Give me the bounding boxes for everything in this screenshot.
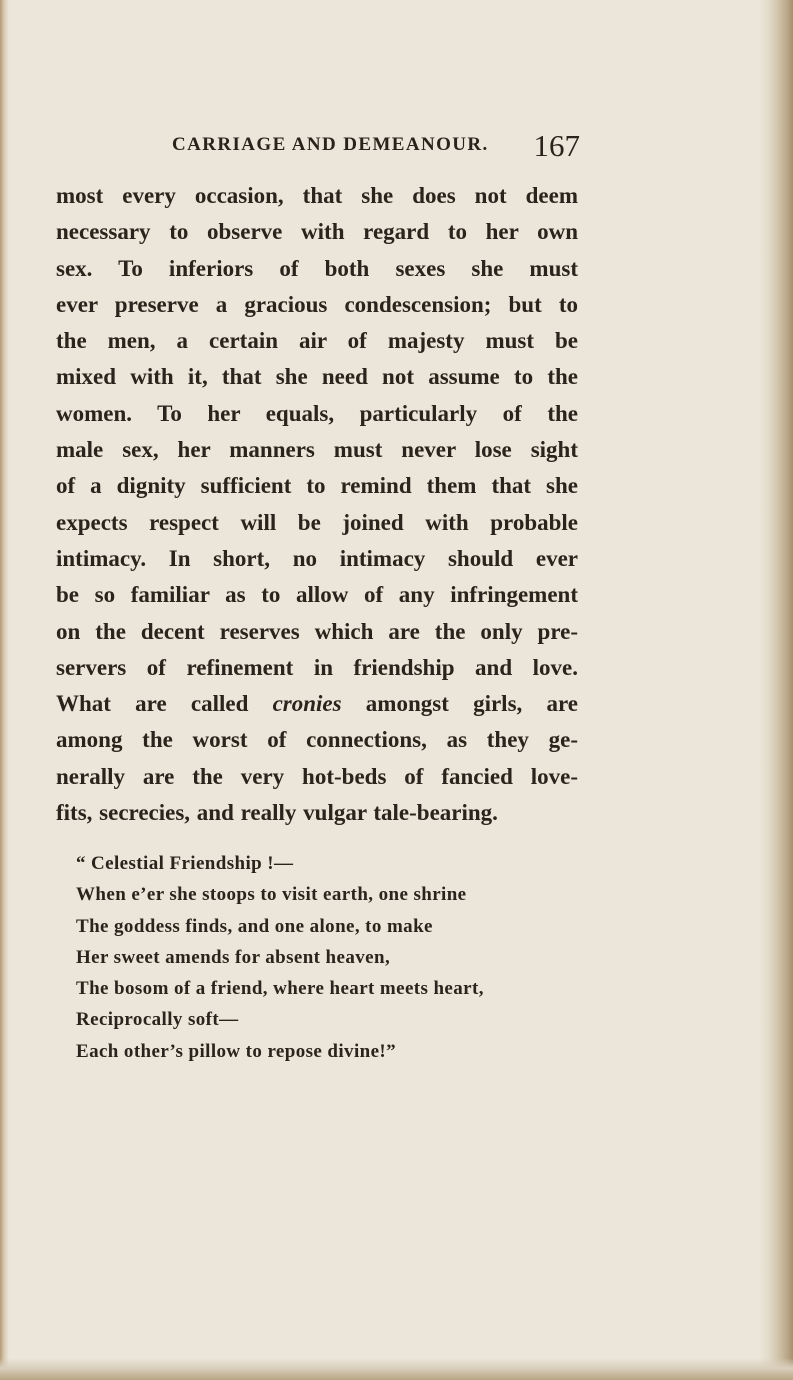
verse-line: The goddess finds, and one alone, to make	[76, 915, 433, 937]
page-number: 167	[533, 128, 580, 163]
text-line: the men, a certain air of majesty must be	[56, 328, 578, 354]
text-line: women. To her equals, particularly of the	[56, 400, 578, 426]
page-bottom-edge	[0, 1358, 793, 1380]
text-line: necessary to observe with regard to her own	[56, 219, 578, 245]
text-line: intimacy. In short, no intimacy should ever	[56, 545, 578, 571]
verse-line: The bosom of a friend, where heart meets heart,	[76, 978, 484, 1000]
text-line: among the worst of connections, as they ge-	[56, 727, 578, 753]
verse-line: When e’er she stoops to visit earth, one shrine	[76, 884, 467, 906]
text-line: fits, secrecies, and really vulgar tale-bearing.	[56, 800, 498, 826]
page-fore-edge	[759, 0, 793, 1380]
body-paragraph	[56, 178, 578, 831]
text-line: servers of refinement in friendship and love.	[56, 654, 578, 680]
text-line: most every occasion, that she does not deem	[56, 183, 578, 208]
text-segment: amongst girls, are	[341, 691, 578, 717]
text-line: male sex, her manners must never lose sight	[56, 437, 578, 463]
text-line: ever preserve a gracious condescension; but to	[56, 291, 578, 317]
verse-line: “ Celestial Friendship !—	[76, 853, 294, 874]
text-line: expects respect will be joined with probable	[56, 509, 578, 535]
text-segment: What are called	[56, 691, 273, 717]
text-line: mixed with it, that she need not assume to the	[56, 364, 578, 390]
text-line: be so familiar as to allow of any infringement	[56, 582, 578, 608]
italic-word-cronies: cronies	[272, 691, 342, 717]
running-head: CARRIAGE AND DEMEANOUR.	[172, 134, 489, 155]
text-line-cronies	[56, 686, 578, 722]
verse-line: Reciprocally soft—	[76, 1009, 239, 1031]
verse-line: Her sweet amends for absent heaven,	[76, 946, 391, 968]
page-gutter-edge	[0, 0, 9, 1380]
text-line: sex. To inferiors of both sexes she must	[56, 255, 578, 281]
page-header	[172, 128, 580, 168]
text-line: nerally are the very hot-beds of fancied love-	[56, 763, 578, 789]
verse-line: Each other’s pillow to repose divine!”	[76, 1040, 397, 1062]
text-line: of a dignity sufficient to remind them that she	[56, 473, 578, 499]
text-line: on the decent reserves which are the only pre-	[56, 618, 578, 644]
verse-quotation	[76, 848, 566, 1067]
